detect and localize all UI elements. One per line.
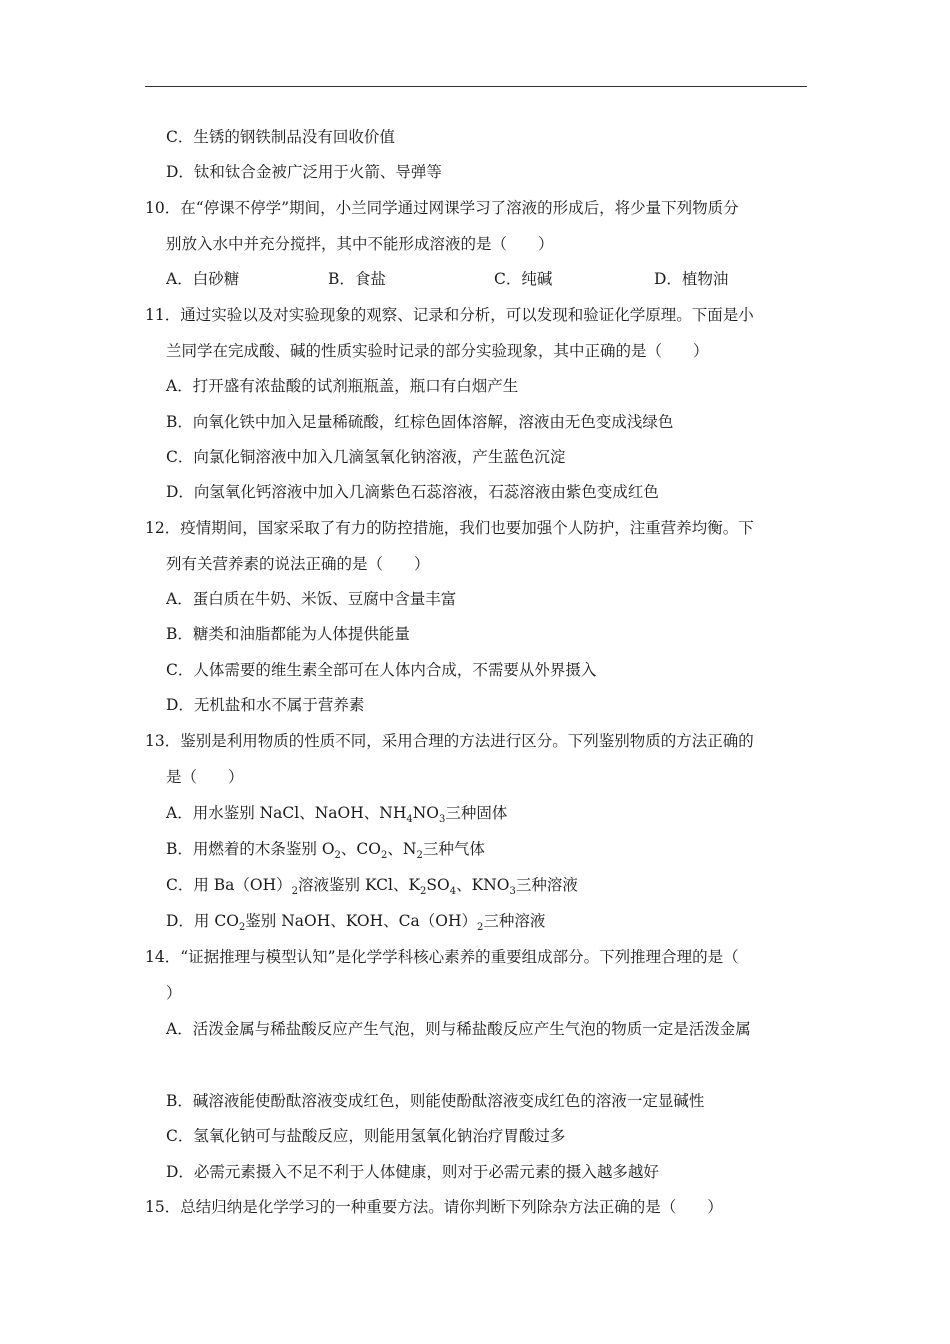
q9-option-c: C．生锈的钢铁制品没有回收价值 bbox=[166, 128, 395, 146]
q11-option-d: D．向氢氧化钙溶液中加入几滴紫色石蕊溶液，石蕊溶液由紫色变成红色 bbox=[166, 483, 659, 501]
q11-option-b: B．向氧化铁中加入足量稀硫酸，红棕色固体溶解，溶液由无色变成浅绿色 bbox=[166, 413, 674, 431]
q11-stem-line1: 11．通过实验以及对实验现象的观察、记录和分析，可以发现和验证化学原理。下面是小 bbox=[145, 306, 754, 324]
q10-option-a: A．白砂糖 bbox=[166, 270, 240, 288]
q12-option-c: C．人体需要的维生素全部可在人体内合成，不需要从外界摄入 bbox=[166, 661, 597, 679]
q11-option-c: C．向氯化铜溶液中加入几滴氢氧化钠溶液，产生蓝色沉淀 bbox=[166, 448, 566, 466]
q14-stem-line2: ） bbox=[166, 984, 182, 1002]
q13-stem-line2: 是（ ） bbox=[166, 768, 244, 786]
q12-option-a: A．蛋白质在牛奶、米饭、豆腐中含量丰富 bbox=[166, 590, 457, 608]
q12-option-b: B．糖类和油脂都能为人体提供能量 bbox=[166, 625, 410, 643]
q14-stem-line1: 14．“证据推理与模型认知”是化学学科核心素养的重要组成部分。下列推理合理的是（ bbox=[145, 948, 739, 966]
q14-option-d: D．必需元素摄入不足不利于人体健康，则对于必需元素的摄入越多越好 bbox=[166, 1163, 659, 1181]
q10-stem-line1: 10．在“停课不停学”期间，小兰同学通过网课学习了溶液的形成后，将少量下列物质分 bbox=[145, 199, 739, 217]
q13-option-a: A．用水鉴别 NaCl、NaOH、$NH_4NO_3$三种固体 bbox=[166, 804, 508, 826]
q10-option-c: C．纯碱 bbox=[494, 270, 553, 288]
q13-option-b: B．用燃着的木条鉴别 $O_2$、$CO_2$、$N_2$三种气体 bbox=[166, 840, 485, 862]
q12-stem-line2: 列有关营养素的说法正确的是（ ） bbox=[166, 555, 430, 573]
q14-option-c: C．氢氧化钠可与盐酸反应，则能用氢氧化钠治疗胃酸过多 bbox=[166, 1127, 566, 1145]
header-rule bbox=[145, 86, 807, 87]
q13-option-d: D．用 $CO_2$鉴别 NaOH、KOH、$Ca(OH)_2$三种溶液 bbox=[166, 912, 546, 934]
q13-option-c: C．用 $Ba(OH)_2$溶液鉴别 KCl、$K_2SO_4$、$KNO_3$三种溶液 bbox=[166, 876, 578, 898]
q10-option-d: D．植物油 bbox=[654, 270, 729, 288]
q13-stem-line1: 13．鉴别是利用物质的性质不同，采用合理的方法进行区分。下列鉴别物质的方法正确的 bbox=[145, 732, 754, 750]
q10-stem-line2: 别放入水中并充分搅拌，其中不能形成溶液的是（ ） bbox=[166, 235, 554, 253]
q14-option-a: A．活泼金属与稀盐酸反应产生气泡，则与稀盐酸反应产生气泡的物质一定是活泼金属 bbox=[166, 1020, 751, 1038]
q12-stem-line1: 12．疫情期间，国家采取了有力的防控措施，我们也要加强个人防护，注重营养均衡。下 bbox=[145, 519, 754, 537]
q12-option-d: D．无机盐和水不属于营养素 bbox=[166, 696, 365, 714]
q10-option-b: B．食盐 bbox=[328, 270, 386, 288]
q14-option-b: B．碱溶液能使酚酞溶液变成红色，则能使酚酞溶液变成红色的溶液一定显碱性 bbox=[166, 1092, 705, 1110]
q11-stem-line2: 兰同学在完成酸、碱的性质实验时记录的部分实验现象，其中正确的是（ ） bbox=[166, 342, 709, 360]
q11-option-a: A．打开盛有浓盐酸的试剂瓶瓶盖，瓶口有白烟产生 bbox=[166, 377, 519, 395]
q9-option-d: D．钛和钛合金被广泛用于火箭、导弹等 bbox=[166, 163, 442, 181]
q15-stem: 15．总结归纳是化学学习的一种重要方法。请你判断下列除杂方法正确的是（ ） bbox=[145, 1198, 723, 1216]
